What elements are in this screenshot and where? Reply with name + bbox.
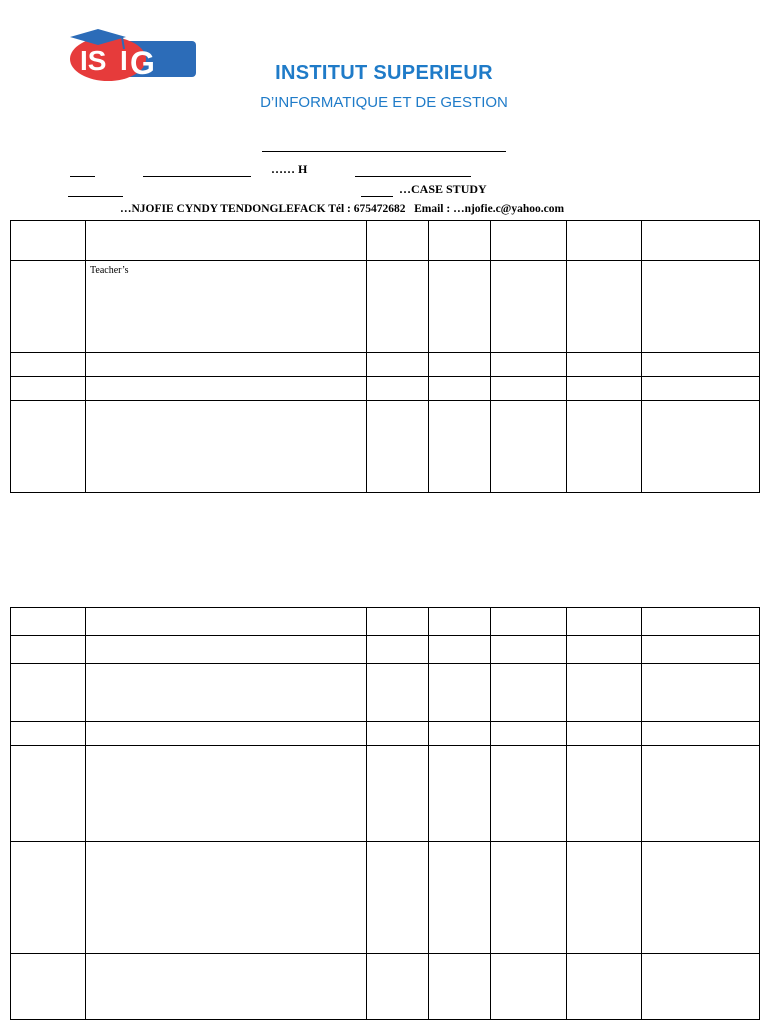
- table-row: [11, 636, 760, 664]
- hours-label: …… H: [271, 162, 308, 176]
- table-row: [11, 954, 760, 1020]
- blank-line: [355, 176, 471, 177]
- schedule-table-2: [10, 607, 760, 1020]
- table-row: [11, 608, 760, 636]
- table-row: [11, 261, 760, 353]
- svg-text:G: G: [130, 45, 155, 81]
- teachers-note: Teacher’s: [90, 265, 129, 276]
- table-row: [11, 377, 760, 401]
- blank-line: [143, 176, 251, 177]
- table-row: [11, 842, 760, 954]
- institution-title: INSTITUT SUPERIEUR: [275, 62, 493, 84]
- table-row: [11, 664, 760, 722]
- blank-line: [262, 151, 506, 152]
- blank-line: [70, 176, 95, 177]
- table-row: [11, 221, 760, 261]
- svg-text:I: I: [120, 45, 128, 76]
- teacher-contact: …NJOFIE CYNDY TENDONGLEFACK Tél : 675472682 Email : …njofie.c@yahoo.com: [120, 203, 565, 215]
- table-row: [11, 722, 760, 746]
- case-study-label: …CASE STUDY: [399, 182, 487, 196]
- schedule-table-1: [10, 220, 760, 493]
- svg-text:IS: IS: [80, 45, 107, 76]
- blank-line: [361, 196, 393, 197]
- blank-line: [68, 196, 123, 197]
- institution-subtitle: D’INFORMATIQUE ET DE GESTION: [260, 94, 508, 111]
- table-row: [11, 401, 760, 493]
- table-row: [11, 746, 760, 842]
- table-row: [11, 353, 760, 377]
